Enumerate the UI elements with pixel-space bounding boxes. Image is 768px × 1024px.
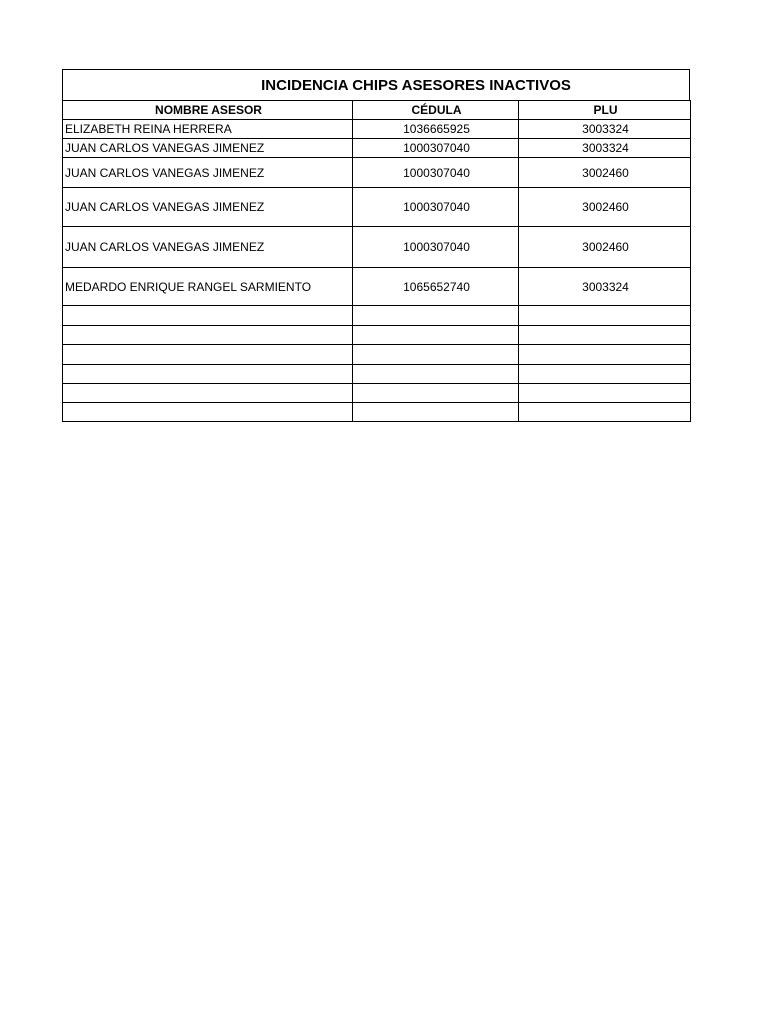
table-row — [63, 384, 691, 403]
cell-cedula[interactable]: 1000307040 — [353, 188, 519, 227]
cell-plu[interactable]: 3003324 — [519, 120, 691, 139]
cell-nombre[interactable] — [63, 326, 353, 345]
cell-plu[interactable]: 3002460 — [519, 227, 691, 268]
cell-nombre[interactable]: JUAN CARLOS VANEGAS JIMENEZ — [63, 139, 353, 158]
cell-cedula[interactable] — [353, 306, 519, 326]
column-header-nombre-asesor[interactable]: NOMBRE ASESOR — [63, 101, 353, 120]
cell-nombre[interactable] — [63, 345, 353, 365]
cell-plu[interactable]: 3002460 — [519, 188, 691, 227]
cell-cedula[interactable]: 1036665925 — [353, 120, 519, 139]
cell-cedula[interactable]: 1065652740 — [353, 268, 519, 306]
spreadsheet — [62, 69, 690, 422]
column-header-plu[interactable]: PLU — [519, 101, 691, 120]
cell-plu[interactable] — [519, 403, 691, 422]
cell-plu[interactable] — [519, 384, 691, 403]
cell-plu[interactable] — [519, 326, 691, 345]
cell-nombre[interactable]: JUAN CARLOS VANEGAS JIMENEZ — [63, 188, 353, 227]
column-header-cedula[interactable]: CÉDULA — [353, 101, 519, 120]
document-title: INCIDENCIA CHIPS ASESORES INACTIVOS — [261, 76, 571, 94]
cell-cedula[interactable] — [353, 365, 519, 384]
title-cell[interactable] — [62, 69, 690, 100]
cell-nombre[interactable] — [63, 306, 353, 326]
table-row — [63, 188, 691, 227]
cell-cedula[interactable]: 1000307040 — [353, 139, 519, 158]
table-row — [63, 326, 691, 345]
table-row — [63, 227, 691, 268]
cell-cedula[interactable]: 1000307040 — [353, 227, 519, 268]
cell-nombre[interactable]: JUAN CARLOS VANEGAS JIMENEZ — [63, 158, 353, 188]
cell-cedula[interactable] — [353, 384, 519, 403]
table-row — [63, 306, 691, 326]
cell-nombre[interactable]: JUAN CARLOS VANEGAS JIMENEZ — [63, 227, 353, 268]
cell-plu[interactable]: 3002460 — [519, 158, 691, 188]
cell-nombre[interactable]: ELIZABETH REINA HERRERA — [63, 120, 353, 139]
table-row — [63, 403, 691, 422]
table-row — [63, 158, 691, 188]
cell-cedula[interactable]: 1000307040 — [353, 158, 519, 188]
cell-nombre[interactable] — [63, 365, 353, 384]
cell-cedula[interactable] — [353, 326, 519, 345]
cell-nombre[interactable] — [63, 403, 353, 422]
cell-cedula[interactable] — [353, 345, 519, 365]
advisors-table — [62, 100, 691, 422]
cell-plu[interactable] — [519, 365, 691, 384]
cell-nombre[interactable] — [63, 384, 353, 403]
table-row — [63, 365, 691, 384]
header-row — [63, 101, 691, 120]
cell-plu[interactable] — [519, 306, 691, 326]
table-row — [63, 268, 691, 306]
cell-plu[interactable]: 3003324 — [519, 268, 691, 306]
cell-cedula[interactable] — [353, 403, 519, 422]
cell-plu[interactable] — [519, 345, 691, 365]
cell-plu[interactable]: 3003324 — [519, 139, 691, 158]
cell-nombre[interactable]: MEDARDO ENRIQUE RANGEL SARMIENTO — [63, 268, 353, 306]
table-row — [63, 120, 691, 139]
table-row — [63, 345, 691, 365]
table-row — [63, 139, 691, 158]
